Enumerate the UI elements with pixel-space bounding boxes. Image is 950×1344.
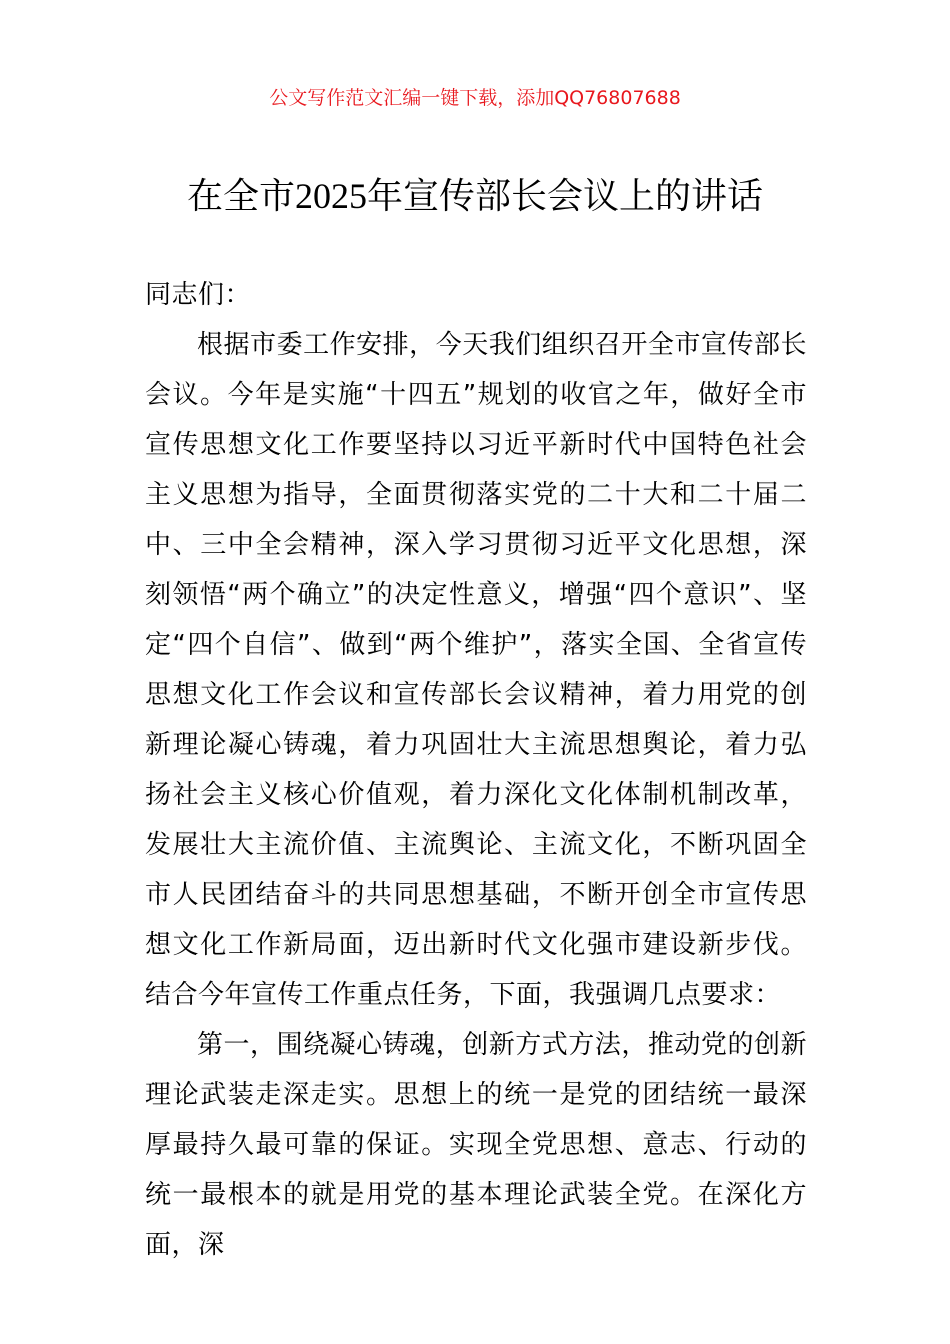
promo-header-note: 公文写作范文汇编一键下载，添加QQ76807688 bbox=[269, 87, 681, 109]
title-year: 2025 bbox=[295, 176, 367, 216]
title-prefix: 在全市 bbox=[186, 176, 295, 217]
salutation: 同志们： bbox=[145, 280, 252, 310]
paragraph-first-point: 第一，围绕凝心铸魂，创新方式方法，推动党的创新理论武装走深走实。思想上的统一是党的团结统一最深厚最持久最可靠的保证。实现全党思想、意志、行动的统一最根本的就是用党的基本理论武装全党。在深化方面，深 bbox=[145, 1030, 807, 1260]
document-body bbox=[145, 270, 807, 1270]
document-title bbox=[0, 170, 950, 223]
title-suffix: 年宣传部长会议上的讲话 bbox=[367, 176, 764, 217]
paragraph-intro: 根据市委工作安排，今天我们组织召开全市宣传部长会议。今年是实施“十四五”规划的收官之年，做好全市宣传思想文化工作要坚持以习近平新时代中国特色社会主义思想为指导，全面贯彻落实党的二十大和二十届二中、三中全会精神，深入学习贯彻习近平文化思想，深刻领悟“两个确立”的决定性意义，增强“四个意识”、坚定“四个自信”、做到“两个维护”，落实全国、全省宣传思想文化工作会议和宣传部长会议精神，着力用党的创新理论凝心铸魂，着力巩固壮大主流思想舆论，着力弘扬社会主义核心价值观，着力深化文化体制机制改革，发展壮大主流价值、主流舆论、主流文化，不断巩固全市人民团结奋斗的共同思想基础，不断开创全市宣传思想文化工作新局面，迈出新时代文化强市建设新步伐。结合今年宣传工作重点任务，下面，我强调几点要求： bbox=[145, 330, 807, 1010]
